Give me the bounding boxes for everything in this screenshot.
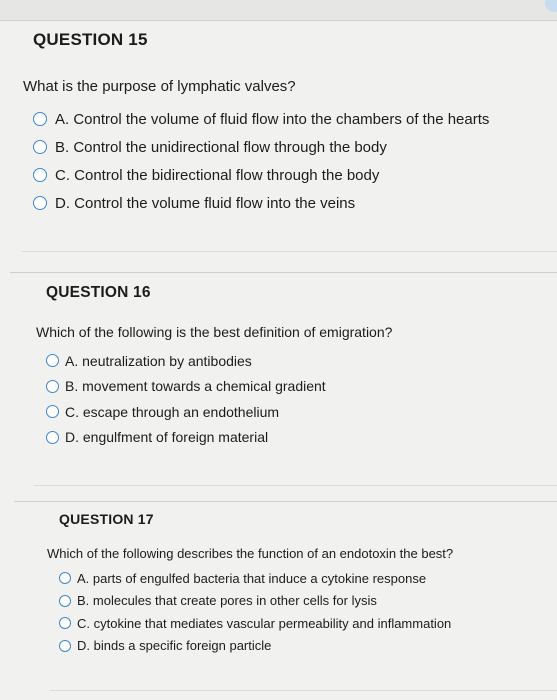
radio-button-icon[interactable] (33, 196, 47, 210)
option-label: B. molecules that create pores in other cells for lysis (77, 593, 377, 609)
divider (50, 690, 557, 691)
radio-button-icon[interactable] (59, 617, 71, 629)
option-c[interactable] (46, 399, 392, 425)
question-15 (23, 30, 490, 217)
option-label: C. Control the bidirectional flow through the body (55, 166, 380, 184)
answer-options (33, 105, 489, 217)
divider (34, 485, 557, 486)
option-label: D. Control the volume fluid flow into the veins (55, 194, 356, 212)
option-a[interactable] (59, 567, 453, 590)
question-17 (47, 511, 454, 657)
answer-options (46, 348, 392, 450)
option-a[interactable] (46, 348, 392, 374)
option-b[interactable] (46, 374, 392, 400)
radio-button-icon[interactable] (46, 405, 59, 418)
answer-options (59, 567, 453, 657)
radio-button-icon[interactable] (46, 431, 59, 444)
option-d[interactable] (33, 189, 489, 217)
question-title: QUESTION 15 (33, 30, 148, 49)
radio-button-icon[interactable] (33, 112, 47, 126)
option-d[interactable] (46, 425, 392, 451)
divider (10, 272, 557, 273)
divider (22, 251, 557, 252)
option-label: D. engulfment of foreign material (65, 429, 269, 446)
option-label: D. binds a specific foreign particle (77, 638, 272, 654)
question-title: QUESTION 17 (59, 511, 154, 527)
option-label: A. neutralization by antibodies (65, 352, 252, 369)
option-label: A. parts of engulfed bacteria that induce a cytokine response (77, 570, 427, 586)
top-band (0, 0, 557, 21)
radio-button-icon[interactable] (46, 380, 59, 393)
option-c[interactable] (59, 612, 453, 635)
option-b[interactable] (59, 590, 453, 613)
radio-button-icon[interactable] (59, 572, 71, 584)
question-text: Which of the following describes the function of an endotoxin the best? (47, 546, 454, 561)
radio-button-icon[interactable] (33, 140, 47, 154)
option-a[interactable] (33, 105, 489, 133)
option-b[interactable] (33, 133, 489, 161)
radio-button-icon[interactable] (33, 168, 47, 182)
option-label: B. Control the unidirectional flow through the body (55, 138, 387, 156)
radio-button-icon[interactable] (59, 595, 71, 607)
option-label: C. escape through an endothelium (65, 403, 280, 420)
radio-button-icon[interactable] (46, 354, 59, 367)
radio-button-icon[interactable] (59, 640, 71, 652)
question-title: QUESTION 16 (46, 284, 151, 301)
question-16 (36, 284, 393, 450)
option-d[interactable] (59, 635, 453, 658)
option-label: C. cytokine that mediates vascular permeability and inflammation (77, 615, 452, 631)
question-text: Which of the following is the best definition of emigration? (36, 324, 393, 340)
divider (14, 501, 557, 502)
option-label: A. Control the volume of fluid flow into the chambers of the hearts (55, 110, 490, 128)
option-label: B. movement towards a chemical gradient (65, 378, 326, 395)
question-text: What is the purpose of lymphatic valves? (23, 78, 296, 95)
option-c[interactable] (33, 161, 489, 189)
